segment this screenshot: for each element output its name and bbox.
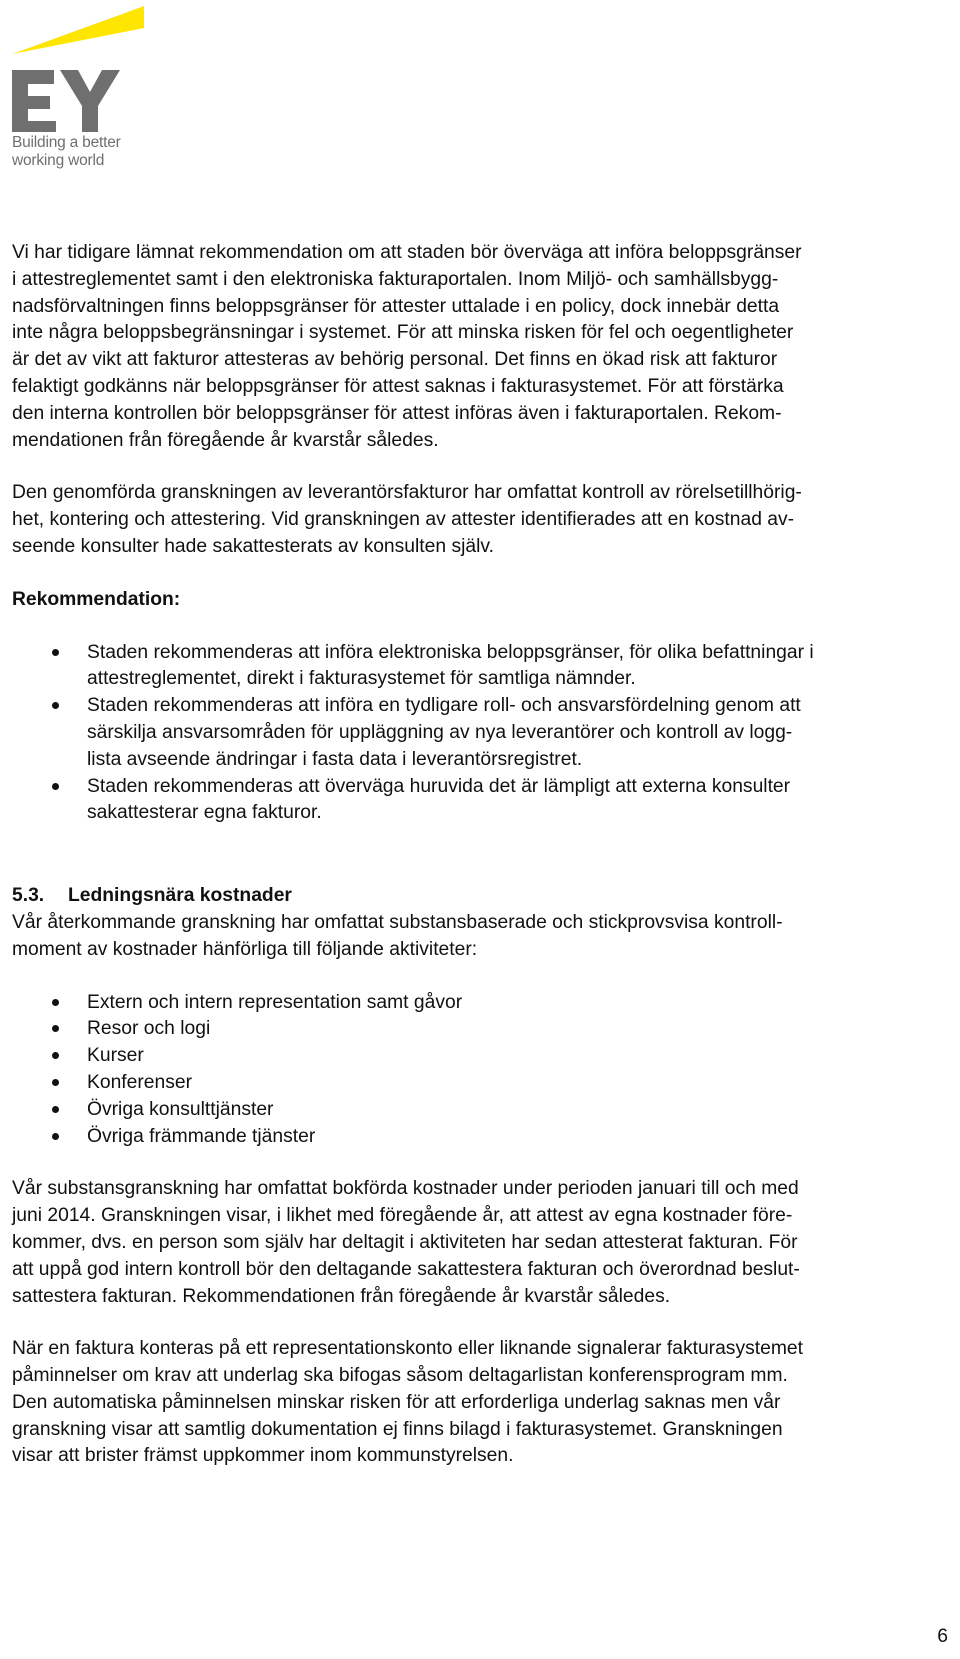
- bullet-icon: [52, 1133, 59, 1140]
- logo-tagline-1: Building a better: [12, 134, 121, 151]
- list-item: [12, 1097, 952, 1124]
- paragraph-substansgranskning: [12, 1176, 952, 1310]
- bullet-icon: [52, 1025, 59, 1032]
- list-item: [12, 640, 952, 694]
- bullet-icon: [52, 1106, 59, 1113]
- text-line: i attestreglementet samt i den elektroniska fakturaportalen. Inom Miljö- och samhällsbygg-: [12, 268, 779, 290]
- activity-label: Kurser: [87, 1045, 144, 1067]
- page-number: 6: [937, 1626, 948, 1647]
- section-heading: [12, 883, 952, 910]
- list-item: [12, 1043, 952, 1070]
- text-line: attestreglementet, direkt i fakturasystemet för samtliga nämnder.: [87, 668, 636, 690]
- text-line: den interna kontrollen bör beloppsgränser för attest införas även i fakturaportalen. Rekom-: [12, 402, 782, 424]
- text-line: Den genomförda granskningen av leverantörsfakturor har omfattat kontroll av rörelsetillhörig-: [12, 482, 802, 504]
- text-line: visar att brister främst uppkommer inom kommunstyrelsen.: [12, 1445, 514, 1467]
- bullet-icon: [52, 999, 59, 1006]
- recommendation-heading: Rekommendation:: [12, 588, 181, 610]
- text-line: Staden rekommenderas att införa en tydligare roll- och ansvarsfördelning genom att: [87, 695, 801, 717]
- recommendation-list: [12, 640, 952, 828]
- activity-label: Extern och intern representation samt gåvor: [87, 991, 463, 1013]
- list-item: [12, 693, 952, 773]
- list-item: [12, 1016, 952, 1043]
- text-line: juni 2014. Granskningen visar, i likhet med föregående år, att attest av egna kostnader före-: [12, 1205, 793, 1227]
- ey-logo-mark: [10, 4, 150, 132]
- bullet-icon: [52, 649, 59, 656]
- paragraph-beloppsgranser: [12, 240, 952, 454]
- text-line: Vår substansgranskning har omfattat bokförda kostnader under perioden januari till och med: [12, 1178, 799, 1200]
- document-body: [12, 240, 952, 1496]
- activity-label: Övriga främmande tjänster: [87, 1125, 316, 1147]
- text-line: särskilja ansvarsområden för uppläggning av nya leverantörer och kontroll av logg-: [87, 721, 793, 743]
- text-line: sattestera fakturan. Rekommendationen från föregående år kvarstår således.: [12, 1285, 671, 1307]
- text-line: inte några beloppsbegränsningar i systemet. För att minska risken för fel och oegentligheter: [12, 322, 794, 344]
- logo-tagline-2: working world: [12, 152, 105, 169]
- text-line: lista avseende ändringar i fasta data i leverantörsregistret.: [87, 748, 583, 770]
- text-line: Vi har tidigare lämnat rekommendation om att staden bör överväga att införa beloppsgränser: [12, 242, 802, 263]
- text-line: påminnelser om krav att underlag ska bifogas såsom deltagarlistan konferensprogram mm.: [12, 1365, 788, 1387]
- list-item: [12, 774, 952, 828]
- list-item: [12, 1070, 952, 1097]
- logo-letter-e: [12, 70, 56, 132]
- activity-label: Övriga konsulttjänster: [87, 1098, 274, 1120]
- text-line: nadsförvaltningen finns beloppsgränser för attester uttalade i en policy, dock innebär detta: [12, 295, 780, 317]
- text-line: Staden rekommenderas att införa elektroniska beloppsgränser, för olika befattningar i: [87, 641, 814, 663]
- text-line: moment av kostnader hänförliga till följande aktiviteter:: [12, 938, 478, 960]
- text-line: mendationen från föregående år kvarstår således.: [12, 429, 439, 451]
- section-title: Ledningsnära kostnader: [68, 885, 292, 907]
- text-line: är det av vikt att fakturor attesteras av behörig personal. Det finns en ökad risk att fakturor: [12, 349, 778, 371]
- activity-label: Resor och logi: [87, 1018, 211, 1040]
- text-line: sakattesterar egna fakturor.: [87, 802, 322, 824]
- text-line: seende konsulter hade sakattesterats av konsulten själv.: [12, 535, 494, 557]
- section-number: 5.3.: [12, 885, 45, 907]
- text-line: felaktigt godkänns när beloppsgränser för attest saknas i fakturasystemet. För att förstärka: [12, 375, 784, 397]
- list-item: [12, 990, 952, 1017]
- text-line: När en faktura konteras på ett representationskonto eller liknande signalerar fakturasystemet: [12, 1338, 803, 1360]
- bullet-icon: [52, 702, 59, 709]
- text-line: het, kontering och attestering. Vid granskningen av attester identifierades att en kostnad av-: [12, 509, 795, 531]
- text-line: Staden rekommenderas att överväga huruvida det är lämpligt att externa konsulter: [87, 775, 791, 797]
- list-item: [12, 1124, 952, 1151]
- activity-label: Konferenser: [87, 1071, 193, 1093]
- activities-list: [12, 990, 952, 1151]
- bullet-icon: [52, 1079, 59, 1086]
- ey-logo: [10, 4, 150, 172]
- paragraph-representationskonto: [12, 1336, 952, 1470]
- text-line: Vår återkommande granskning har omfattat substansbaserade och stickprovsvisa kontroll-: [12, 911, 783, 933]
- paragraph-section-intro: [12, 910, 952, 964]
- bullet-icon: [52, 1052, 59, 1059]
- text-line: granskning visar att samtlig dokumentation ej finns bilagd i fakturasystemet. Granskningen: [12, 1418, 783, 1440]
- text-line: kommer, dvs. en person som själv har deltagit i aktiviteten har sedan attesterat fakturan. För: [12, 1231, 798, 1253]
- text-line: att uppå god intern kontroll bör den deltagande sakattestera fakturan och överordnad beslut-: [12, 1258, 800, 1280]
- bullet-icon: [52, 783, 59, 790]
- logo-letter-y: [60, 70, 120, 132]
- text-line: Den automatiska påminnelsen minskar risken för att erforderliga underlag saknas men vår: [12, 1391, 781, 1413]
- logo-beam: [12, 6, 144, 54]
- paragraph-leverantorsfakturor: [12, 480, 952, 560]
